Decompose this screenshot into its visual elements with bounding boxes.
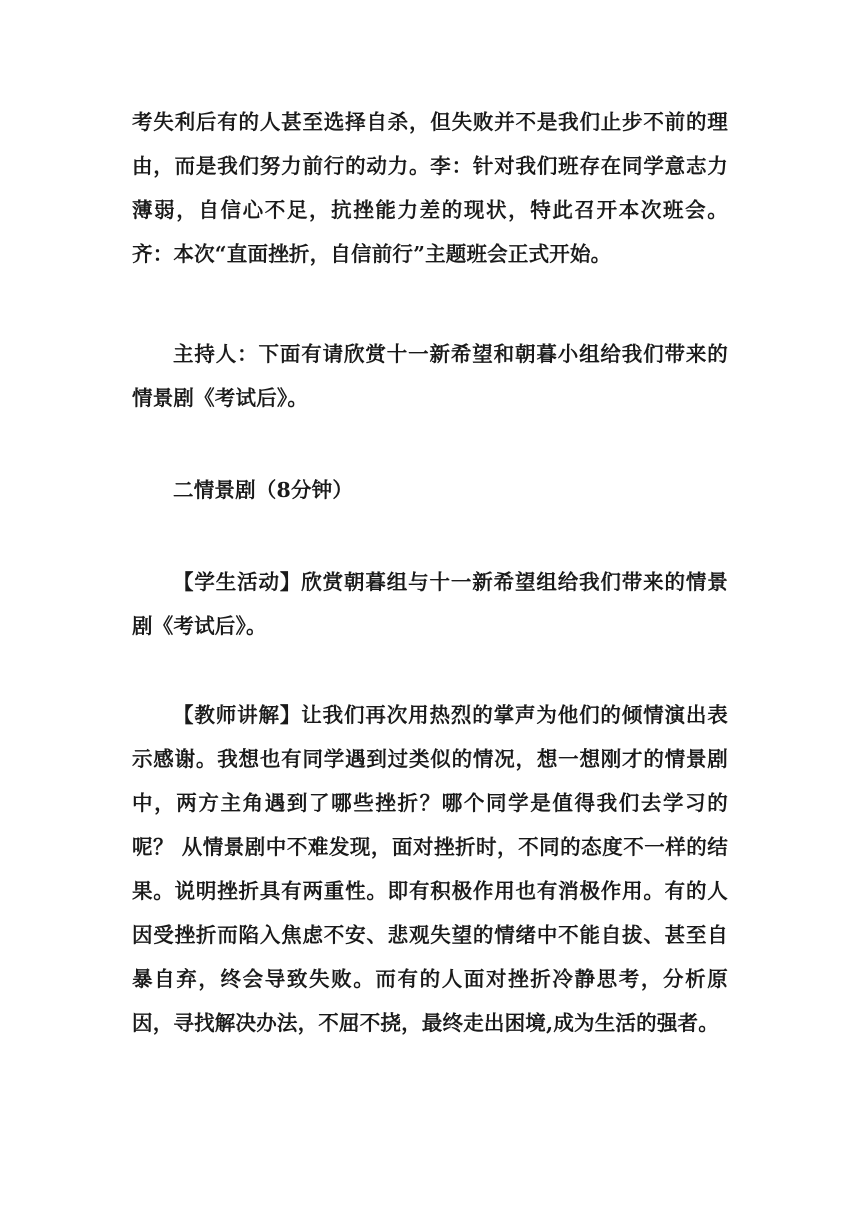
paragraph-continuation: 考失利后有的人甚至选择自杀，但失败并不是我们止步不前的理由，而是我们努力前行的动力。李：针对我们班存在同学意志力薄弱，自信心不足，抗挫能力差的现状，特此召开本次班会。齐：本次“直面挫折，自信前行”主题班会正式开始。 (132, 110, 728, 266)
paragraph-host-intro: 主持人：下面有请欣赏十一新希望和朝暮小组给我们带来的情景剧《考试后》。 (132, 342, 728, 410)
section-heading-skit: 二情景剧（8分钟） (173, 478, 354, 502)
paragraph-teacher-explanation: 【教师讲解】让我们再次用热烈的掌声为他们的倾情演出表示感谢。我想也有同学遇到过类似的情况，想一想刚才的情景剧中，两方主角遇到了哪些挫折？哪个同学是值得我们去学习的呢？ 从情景剧中不难发现，面对挫折时，不同的态度不一样的结果。说明挫折具有两重性。即有积极作用也有消极作用。有的人因受挫折而陷入焦虑不安、悲观失望的情绪中不能自拔、甚至自暴自弃，终会导致失败。而有的人面对挫折冷静思考，分析原因，寻找解决办法，不屈不挠，最终走出困境,成为生活的强者。 (132, 703, 728, 1035)
paragraph-student-activity: 【学生活动】欣赏朝暮组与十一新希望组给我们带来的情景剧《考试后》。 (132, 570, 728, 638)
